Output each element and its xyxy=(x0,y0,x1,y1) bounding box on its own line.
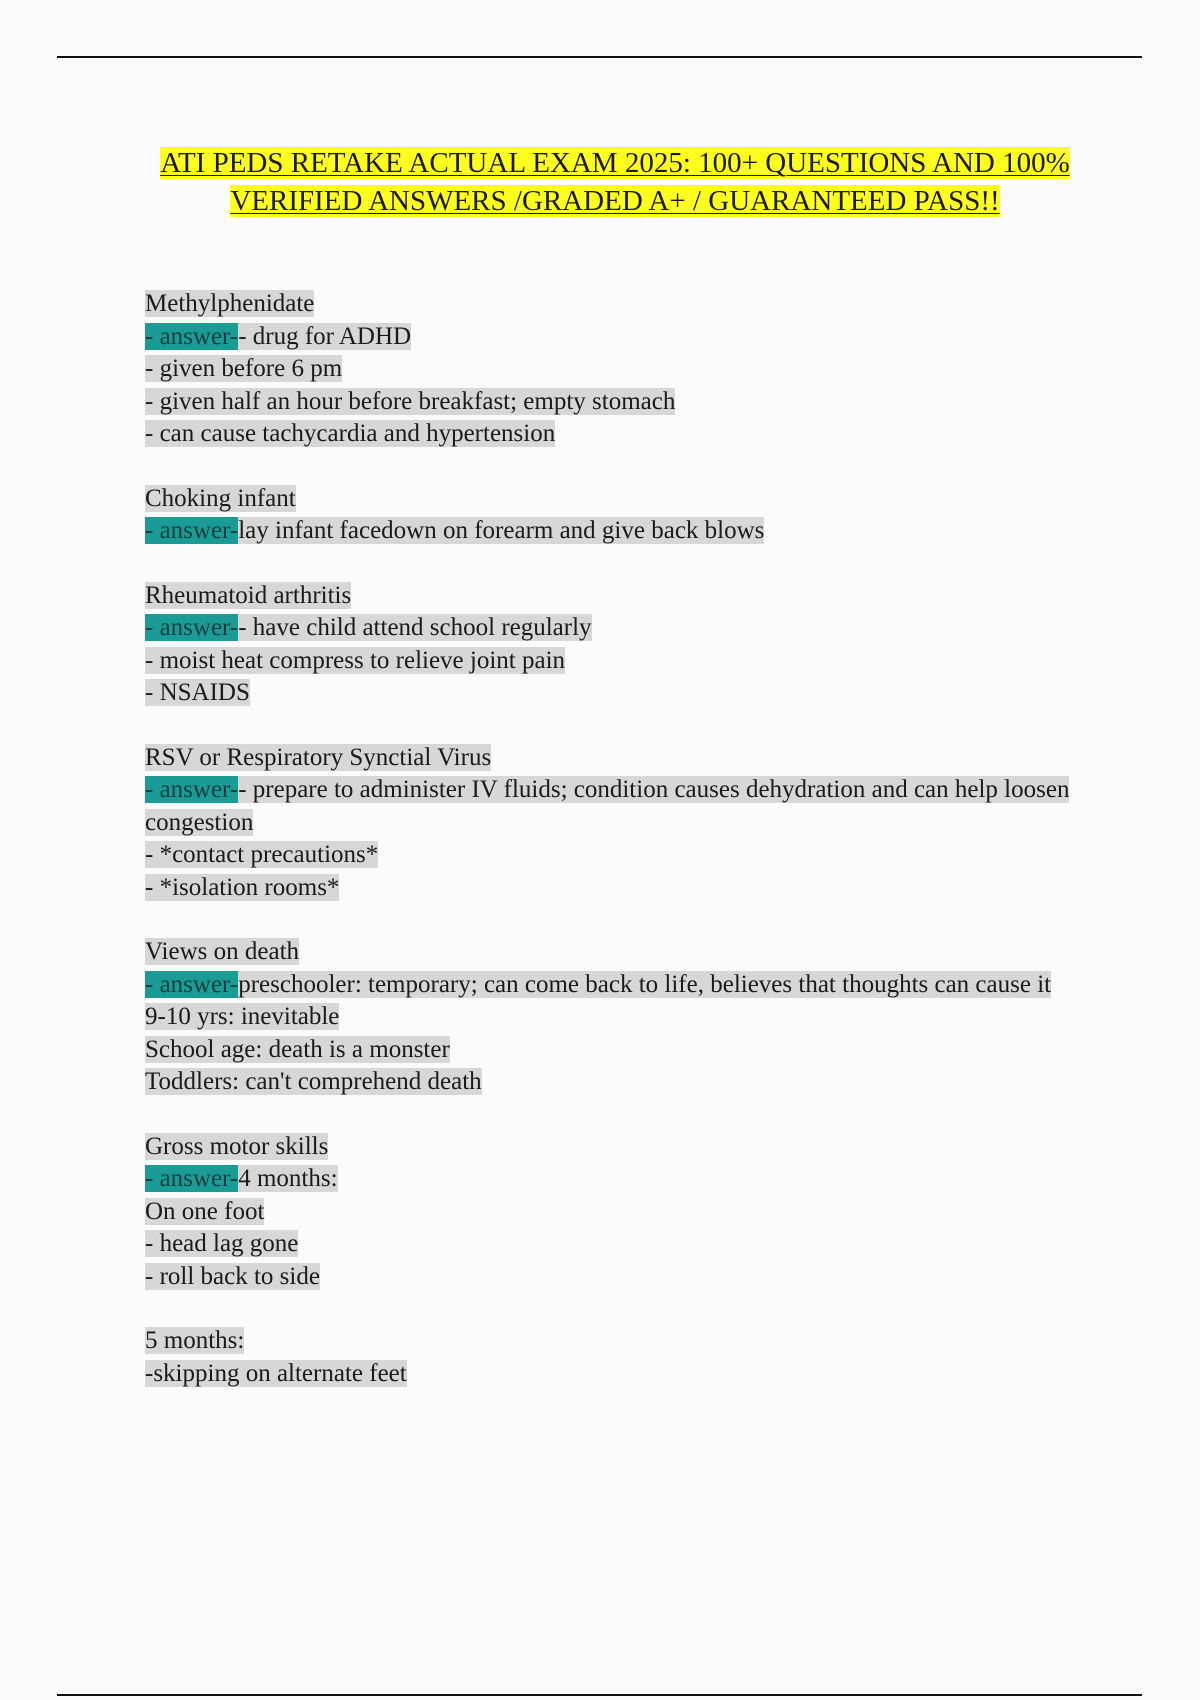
qa-entry xyxy=(145,1131,1090,1294)
answer-text: - prepare to administer IV fluids; condition causes dehydration and can help loosen congestion xyxy=(145,776,1070,836)
answer-detail-line xyxy=(145,1261,1090,1294)
question-term xyxy=(145,580,1090,613)
question-term xyxy=(145,1131,1090,1164)
answer-detail-line xyxy=(145,1034,1090,1067)
answer-tag: - answer- xyxy=(145,776,239,803)
answer-detail-line xyxy=(145,1358,1090,1391)
answer-detail-text: -skipping on alternate feet xyxy=(145,1359,407,1387)
answer-line xyxy=(145,321,1090,354)
question-term-text: Choking infant xyxy=(145,484,296,512)
answer-detail-text: 9-10 yrs: inevitable xyxy=(145,1003,340,1030)
question-term-text: RSV or Respiratory Synctial Virus xyxy=(145,743,492,771)
top-rule xyxy=(57,56,1142,58)
answer-tag: - answer- xyxy=(145,614,239,641)
qa-entry xyxy=(145,936,1090,1099)
answer-tag: - answer- xyxy=(145,517,239,544)
answer-detail-line xyxy=(145,677,1090,710)
answer-detail-line xyxy=(145,1196,1090,1229)
answer-tag: - answer- xyxy=(145,970,239,998)
answer-detail-line xyxy=(145,386,1090,419)
answer-line xyxy=(145,612,1090,645)
answer-detail-text: - given half an hour before breakfast; empty stomach xyxy=(145,387,676,415)
answer-detail-text: 5 months: xyxy=(145,1327,245,1354)
answer-detail-text: - can cause tachycardia and hypertension xyxy=(145,420,556,447)
qa-entry xyxy=(145,580,1090,710)
answer-detail-line xyxy=(145,1228,1090,1261)
question-term xyxy=(145,483,1090,516)
question-term xyxy=(145,742,1090,775)
answer-detail-text: - *isolation rooms* xyxy=(145,873,340,901)
question-term xyxy=(145,936,1090,969)
answer-detail-line xyxy=(145,1001,1090,1034)
answer-text: - drug for ADHD xyxy=(238,322,412,350)
question-term-text: Views on death xyxy=(145,938,300,965)
document-title-text: ATI PEDS RETAKE ACTUAL EXAM 2025: 100+ QUESTIONS AND 100% VERIFIED ANSWERS /GRADED A+ / GUARANTEED PASS!! xyxy=(160,147,1070,217)
document-title xyxy=(140,144,1090,220)
qa-entry xyxy=(145,483,1090,548)
qa-entry xyxy=(145,288,1090,451)
answer-text: lay infant facedown on forearm and give back blows xyxy=(238,517,765,544)
answer-line xyxy=(145,1163,1090,1196)
answer-detail-text: - moist heat compress to relieve joint pain xyxy=(145,646,566,674)
answer-detail-text: - head lag gone xyxy=(145,1230,299,1257)
answer-detail-line xyxy=(145,418,1090,451)
question-term-text: Methylphenidate xyxy=(145,290,315,317)
answer-text: - have child attend school regularly xyxy=(238,614,592,641)
answer-detail-text: - roll back to side xyxy=(145,1262,320,1290)
answer-tag: - answer- xyxy=(145,322,239,350)
answer-detail-text: - given before 6 pm xyxy=(145,355,343,382)
answer-detail-line xyxy=(145,353,1090,386)
question-term-text: Gross motor skills xyxy=(145,1132,329,1160)
qa-entry xyxy=(145,1325,1090,1390)
question-answer-list xyxy=(145,288,1090,1422)
answer-detail-text: Toddlers: can't comprehend death xyxy=(145,1068,482,1095)
answer-detail-line xyxy=(145,839,1090,872)
answer-detail-line xyxy=(145,872,1090,905)
answer-line xyxy=(145,515,1090,548)
answer-line xyxy=(145,969,1090,1002)
answer-detail-line xyxy=(145,645,1090,678)
bottom-rule xyxy=(57,1694,1142,1696)
answer-detail-text: On one foot xyxy=(145,1197,265,1225)
answer-text: preschooler: temporary; can come back to life, believes that thoughts can cause it xyxy=(238,970,1052,998)
answer-detail-line xyxy=(145,1066,1090,1099)
answer-detail-text: - NSAIDS xyxy=(145,679,250,706)
qa-entry xyxy=(145,742,1090,905)
answer-detail-text: - *contact precautions* xyxy=(145,841,379,868)
answer-line xyxy=(145,774,1090,839)
answer-detail-line xyxy=(145,1325,1090,1358)
question-term xyxy=(145,288,1090,321)
answer-tag: - answer- xyxy=(145,1165,239,1192)
answer-text: 4 months: xyxy=(238,1165,338,1192)
question-term-text: Rheumatoid arthritis xyxy=(145,581,352,609)
answer-detail-text: School age: death is a monster xyxy=(145,1035,450,1063)
